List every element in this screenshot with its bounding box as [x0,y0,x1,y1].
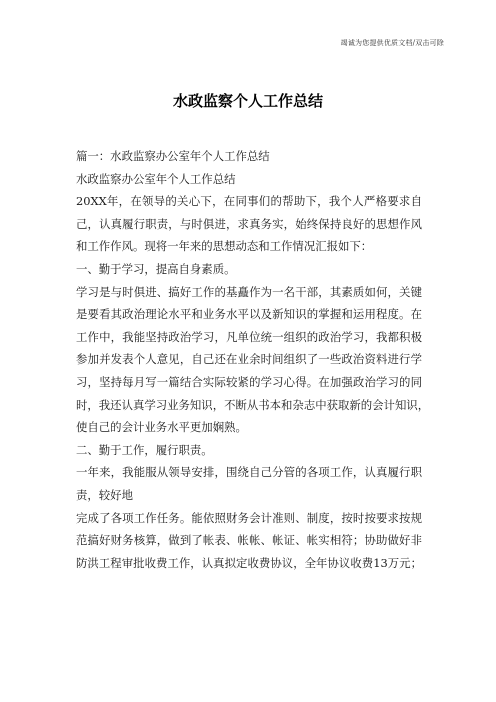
document-body [76,145,430,574]
paragraph-line: 使自己的会计业务水平更加娴熟。 [76,420,247,435]
paragraph-line: 是要看其政治理论水平和业务水平以及新知识的掌握和运用程度。在 [76,307,422,322]
paragraph-line: 完成了各项工作任务。能依照财务会计准则、制度，按时按要求按规 [76,510,422,525]
paragraph-line: 工作中，我能坚持政治学习，凡单位统一组织的政治学习，我都积极 [76,329,422,344]
subtitle: 水政监察办公室年个人工作总结 [76,171,236,186]
document-title: 水政监察个人工作总结 [172,92,323,110]
paragraph-line: 学习是与时俱进、搞好工作的基矗作为一名干部，其素质如何，关键 [76,284,422,299]
header-note: 竭诚为您提供优质文档/双击可除 [340,39,444,47]
paragraph-line: 时，我还认真学习业务知识，不断从书本和杂志中获取新的会计知识， [76,397,430,412]
subheading: 一、勤于学习，提高自身素质。 [76,261,236,276]
paragraph-line: 己，认真履行职责，与时俱进，求真务实，始终保持良好的思想作风 [76,216,422,231]
paragraph-line: 参加并发表个人意见，自己还在业余时间组织了一些政治资料进行学 [76,352,422,367]
paragraph-line: 责，较好地 [76,487,133,502]
paragraph-line: 防洪工程审批收费工作，认真拟定收费协议，全年协议收费13万元； [76,555,422,570]
paragraph-line: 范搞好财务核算，做到了帐表、帐帐、帐证、帐实相符；协助做好非 [76,533,422,548]
subheading: 二、勤于工作，履行职责。 [76,442,213,457]
paragraph-line: 一年来，我能服从领导安排，围绕自己分管的各项工作，认真履行职 [76,465,422,480]
paragraph-line: 习，坚持每月写一篇结合实际较紧的学习心得。在加强政治学习的同 [76,374,422,389]
paragraph-line: 和工作作风。现将一年来的思想动态和工作情况汇报如下： [76,239,373,254]
paragraph-line: 20XX年，在领导的关心下，在同事们的帮助下，我个人严格要求自 [76,194,422,209]
section-heading-1: 篇一：水政监察办公室年个人工作总结 [76,149,270,163]
